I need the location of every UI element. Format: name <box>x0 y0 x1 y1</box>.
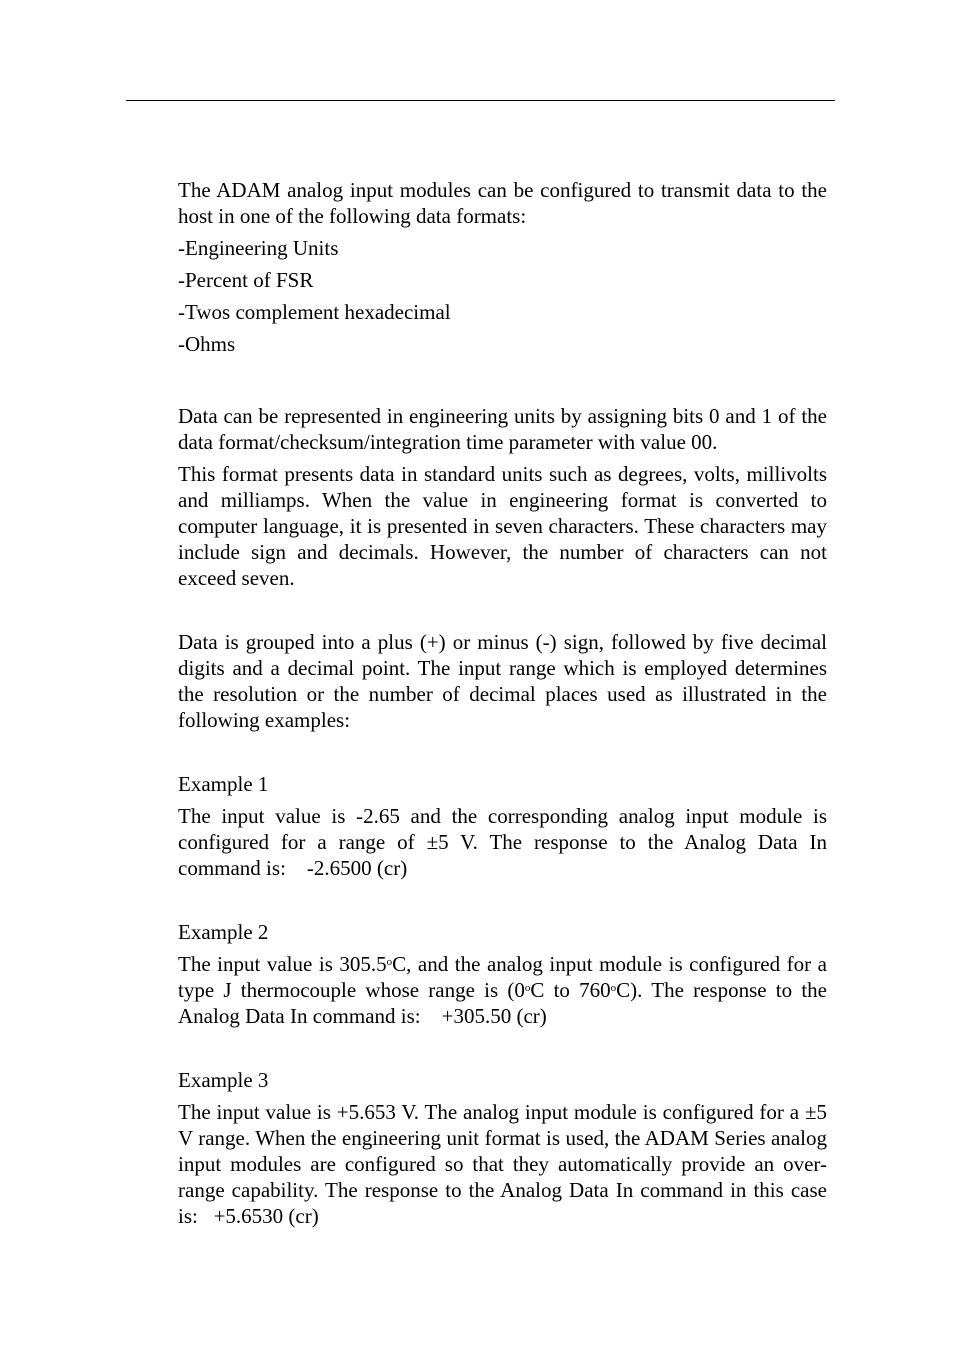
format-item-engineering-units: -Engineering Units <box>178 236 339 260</box>
example-2-text-d: C). The response to the Analog Data In command is: <box>178 978 827 1028</box>
grouping-paragraph: Data is grouped into a plus (+) or minus (-) sign, followed by five decimal digits and a decimal point. The input range which is employed determines the resolution or the number of decimal places used as illustrated in the following examples: <box>178 630 827 732</box>
format-item-twos-complement: -Twos complement hexadecimal <box>178 300 451 324</box>
example-1-title: Example 1 <box>178 772 269 796</box>
example-2-text-c: C to 760 <box>530 978 611 1002</box>
degree-symbol: o <box>386 956 393 968</box>
header-rule <box>126 100 835 101</box>
example-2-title: Example 2 <box>178 920 269 944</box>
format-item-ohms: -Ohms <box>178 332 236 356</box>
degree-symbol: o <box>610 982 617 994</box>
eu-paragraph-1: Data can be represented in engineering units by assigning bits 0 and 1 of the data format/checksum/integration time parameter with value 00. <box>178 404 827 454</box>
example-1-response: -2.6500 (cr) <box>306 856 408 880</box>
example-2-text-a: The input value is 305.5 <box>178 952 387 976</box>
example-1-body <box>178 803 827 881</box>
intro-paragraph: The ADAM analog input modules can be configured to transmit data to the host in one of the following data formats: <box>178 178 827 228</box>
example-2-text-b: C, and the analog input module is configured for a type J thermocouple whose range is (0 <box>178 952 827 1002</box>
example-2-response: +305.50 (cr) <box>441 1004 547 1028</box>
degree-symbol: o <box>524 982 531 994</box>
format-item-percent-fsr: -Percent of FSR <box>178 268 314 292</box>
example-3-title: Example 3 <box>178 1068 269 1092</box>
example-3-body <box>178 1099 827 1229</box>
example-1-text: The input value is -2.65 and the corresponding analog input module is configured for a range of ±5 V. The response to the Analog Data In command is: <box>178 804 827 880</box>
example-3-response: +5.6530 (cr) <box>213 1204 319 1228</box>
example-3-text: The input value is +5.653 V. The analog input module is configured for a ±5 V range. When the engineering unit format is used, the ADAM Series analog input modules are configured so that they automatically provide an over-range capability. The response to the Analog Data In command in this case is: <box>178 1100 827 1228</box>
page-body <box>178 177 827 1229</box>
eu-paragraph-2: This format presents data in standard units such as degrees, volts, millivolts and milliamps. When the value in engineering format is converted to computer language, it is presented in seven characters. These characters may include sign and decimals. However, the number of characters can not exceed seven. <box>178 462 827 590</box>
example-2-body <box>178 951 827 1029</box>
